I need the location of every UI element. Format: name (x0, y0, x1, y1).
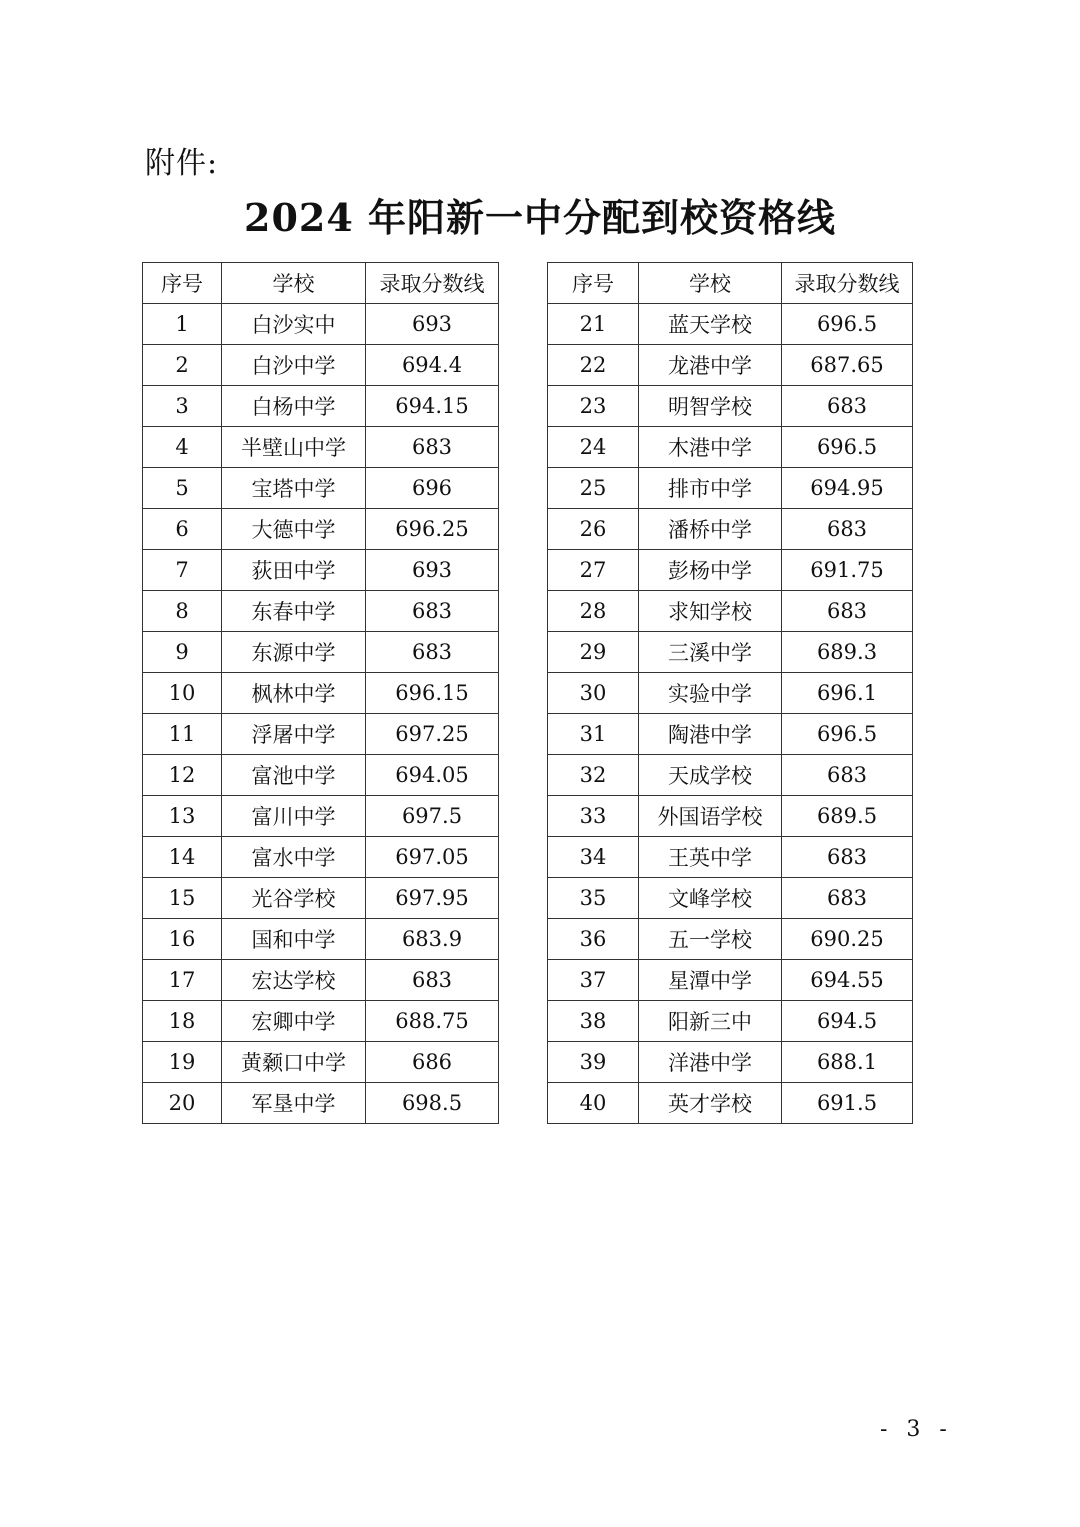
cell-index: 24 (548, 427, 639, 468)
cell-index: 7 (143, 550, 222, 591)
table-row (143, 468, 499, 509)
table-row (143, 837, 499, 878)
table-row (143, 796, 499, 837)
cell-index: 5 (143, 468, 222, 509)
table-row (143, 1083, 499, 1124)
cell-index: 21 (548, 304, 639, 345)
cell-score: 693 (366, 550, 499, 591)
cell-score: 693 (366, 304, 499, 345)
cell-index: 30 (548, 673, 639, 714)
cell-school: 陶港中学 (639, 714, 782, 755)
cell-school: 光谷学校 (222, 878, 366, 919)
cell-score: 697.05 (366, 837, 499, 878)
score-table-right (547, 262, 913, 1124)
cell-index: 1 (143, 304, 222, 345)
cell-score: 683 (782, 509, 913, 550)
cell-school: 浮屠中学 (222, 714, 366, 755)
cell-score: 688.1 (782, 1042, 913, 1083)
table-row (548, 427, 913, 468)
column-header-score: 录取分数线 (782, 263, 913, 304)
cell-school: 潘桥中学 (639, 509, 782, 550)
cell-score: 683 (782, 591, 913, 632)
cell-score: 686 (366, 1042, 499, 1083)
cell-school: 军垦中学 (222, 1083, 366, 1124)
cell-index: 20 (143, 1083, 222, 1124)
table-row (548, 919, 913, 960)
page-number: - 3 - (880, 1417, 953, 1442)
cell-index: 17 (143, 960, 222, 1001)
cell-school: 英才学校 (639, 1083, 782, 1124)
cell-school: 富池中学 (222, 755, 366, 796)
table-row (143, 755, 499, 796)
cell-index: 12 (143, 755, 222, 796)
cell-index: 23 (548, 386, 639, 427)
cell-index: 37 (548, 960, 639, 1001)
table-row (548, 673, 913, 714)
cell-school: 五一学校 (639, 919, 782, 960)
table-row (143, 304, 499, 345)
cell-score: 683.9 (366, 919, 499, 960)
cell-school: 明智学校 (639, 386, 782, 427)
cell-score: 696.15 (366, 673, 499, 714)
table-row (143, 591, 499, 632)
cell-score: 687.65 (782, 345, 913, 386)
cell-index: 29 (548, 632, 639, 673)
cell-school: 洋港中学 (639, 1042, 782, 1083)
table-row (548, 1001, 913, 1042)
cell-score: 690.25 (782, 919, 913, 960)
cell-index: 18 (143, 1001, 222, 1042)
column-header-score: 录取分数线 (366, 263, 499, 304)
cell-index: 32 (548, 755, 639, 796)
cell-score: 698.5 (366, 1083, 499, 1124)
cell-score: 694.05 (366, 755, 499, 796)
cell-score: 696.25 (366, 509, 499, 550)
cell-school: 王英中学 (639, 837, 782, 878)
cell-score: 683 (782, 837, 913, 878)
table-row (548, 1083, 913, 1124)
table-row (548, 345, 913, 386)
cell-index: 4 (143, 427, 222, 468)
cell-index: 13 (143, 796, 222, 837)
cell-index: 8 (143, 591, 222, 632)
table-row (548, 1042, 913, 1083)
table-row (548, 591, 913, 632)
attachment-label: 附件: (145, 146, 219, 181)
cell-score: 696.5 (782, 714, 913, 755)
cell-school: 三溪中学 (639, 632, 782, 673)
cell-score: 683 (366, 632, 499, 673)
cell-school: 黄颡口中学 (222, 1042, 366, 1083)
cell-school: 白沙中学 (222, 345, 366, 386)
cell-school: 富川中学 (222, 796, 366, 837)
cell-score: 688.75 (366, 1001, 499, 1042)
column-header-index: 序号 (143, 263, 222, 304)
cell-school: 宏达学校 (222, 960, 366, 1001)
table-row (548, 878, 913, 919)
cell-score: 683 (366, 591, 499, 632)
cell-index: 27 (548, 550, 639, 591)
table-row (548, 468, 913, 509)
cell-index: 35 (548, 878, 639, 919)
cell-score: 694.5 (782, 1001, 913, 1042)
cell-school: 木港中学 (639, 427, 782, 468)
cell-index: 33 (548, 796, 639, 837)
cell-score: 697.95 (366, 878, 499, 919)
cell-index: 16 (143, 919, 222, 960)
cell-score: 696.5 (782, 304, 913, 345)
cell-score: 683 (366, 960, 499, 1001)
table-row (143, 919, 499, 960)
cell-score: 694.4 (366, 345, 499, 386)
cell-index: 19 (143, 1042, 222, 1083)
cell-school: 富水中学 (222, 837, 366, 878)
cell-score: 696 (366, 468, 499, 509)
table-row (548, 386, 913, 427)
table-row (143, 509, 499, 550)
cell-school: 排市中学 (639, 468, 782, 509)
table-row (143, 345, 499, 386)
cell-school: 星潭中学 (639, 960, 782, 1001)
table-row (548, 960, 913, 1001)
table-row (548, 837, 913, 878)
column-header-index: 序号 (548, 263, 639, 304)
cell-school: 蓝天学校 (639, 304, 782, 345)
cell-index: 6 (143, 509, 222, 550)
cell-index: 2 (143, 345, 222, 386)
table-row (143, 878, 499, 919)
cell-index: 14 (143, 837, 222, 878)
cell-school: 文峰学校 (639, 878, 782, 919)
table-row (143, 960, 499, 1001)
cell-school: 枫林中学 (222, 673, 366, 714)
cell-score: 694.15 (366, 386, 499, 427)
table-row (548, 550, 913, 591)
table-row (143, 1001, 499, 1042)
cell-score: 689.5 (782, 796, 913, 837)
column-header-school: 学校 (222, 263, 366, 304)
cell-school: 白杨中学 (222, 386, 366, 427)
cell-index: 39 (548, 1042, 639, 1083)
table-row (143, 632, 499, 673)
cell-index: 28 (548, 591, 639, 632)
cell-school: 求知学校 (639, 591, 782, 632)
cell-school: 荻田中学 (222, 550, 366, 591)
column-header-school: 学校 (639, 263, 782, 304)
cell-school: 宝塔中学 (222, 468, 366, 509)
table-row (143, 714, 499, 755)
table-row (548, 714, 913, 755)
cell-school: 白沙实中 (222, 304, 366, 345)
cell-score: 696.5 (782, 427, 913, 468)
cell-score: 689.3 (782, 632, 913, 673)
cell-index: 3 (143, 386, 222, 427)
cell-school: 实验中学 (639, 673, 782, 714)
cell-index: 26 (548, 509, 639, 550)
cell-school: 阳新三中 (639, 1001, 782, 1042)
table-row (548, 796, 913, 837)
table-row (143, 386, 499, 427)
table-header-row (548, 263, 913, 304)
cell-score: 691.75 (782, 550, 913, 591)
cell-score: 697.5 (366, 796, 499, 837)
cell-school: 龙港中学 (639, 345, 782, 386)
cell-school: 东源中学 (222, 632, 366, 673)
table-row (143, 1042, 499, 1083)
cell-school: 半壁山中学 (222, 427, 366, 468)
cell-school: 宏卿中学 (222, 1001, 366, 1042)
table-row (143, 673, 499, 714)
cell-school: 国和中学 (222, 919, 366, 960)
table-row (548, 509, 913, 550)
cell-score: 683 (782, 386, 913, 427)
table-header-row (143, 263, 499, 304)
cell-school: 外国语学校 (639, 796, 782, 837)
cell-score: 697.25 (366, 714, 499, 755)
cell-school: 东春中学 (222, 591, 366, 632)
table-row (143, 550, 499, 591)
cell-index: 38 (548, 1001, 639, 1042)
cell-school: 彭杨中学 (639, 550, 782, 591)
cell-school: 大德中学 (222, 509, 366, 550)
cell-school: 天成学校 (639, 755, 782, 796)
cell-index: 34 (548, 837, 639, 878)
cell-score: 683 (782, 755, 913, 796)
cell-index: 11 (143, 714, 222, 755)
cell-index: 36 (548, 919, 639, 960)
score-table-left (142, 262, 499, 1124)
cell-index: 10 (143, 673, 222, 714)
cell-score: 694.95 (782, 468, 913, 509)
cell-score: 683 (366, 427, 499, 468)
cell-index: 9 (143, 632, 222, 673)
table-row (548, 304, 913, 345)
cell-score: 696.1 (782, 673, 913, 714)
cell-index: 31 (548, 714, 639, 755)
cell-score: 683 (782, 878, 913, 919)
cell-index: 15 (143, 878, 222, 919)
cell-index: 25 (548, 468, 639, 509)
page-title: 2024 年阳新一中分配到校资格线 (244, 195, 836, 240)
cell-score: 694.55 (782, 960, 913, 1001)
table-row (143, 427, 499, 468)
cell-index: 22 (548, 345, 639, 386)
table-row (548, 632, 913, 673)
cell-index: 40 (548, 1083, 639, 1124)
cell-score: 691.5 (782, 1083, 913, 1124)
table-row (548, 755, 913, 796)
